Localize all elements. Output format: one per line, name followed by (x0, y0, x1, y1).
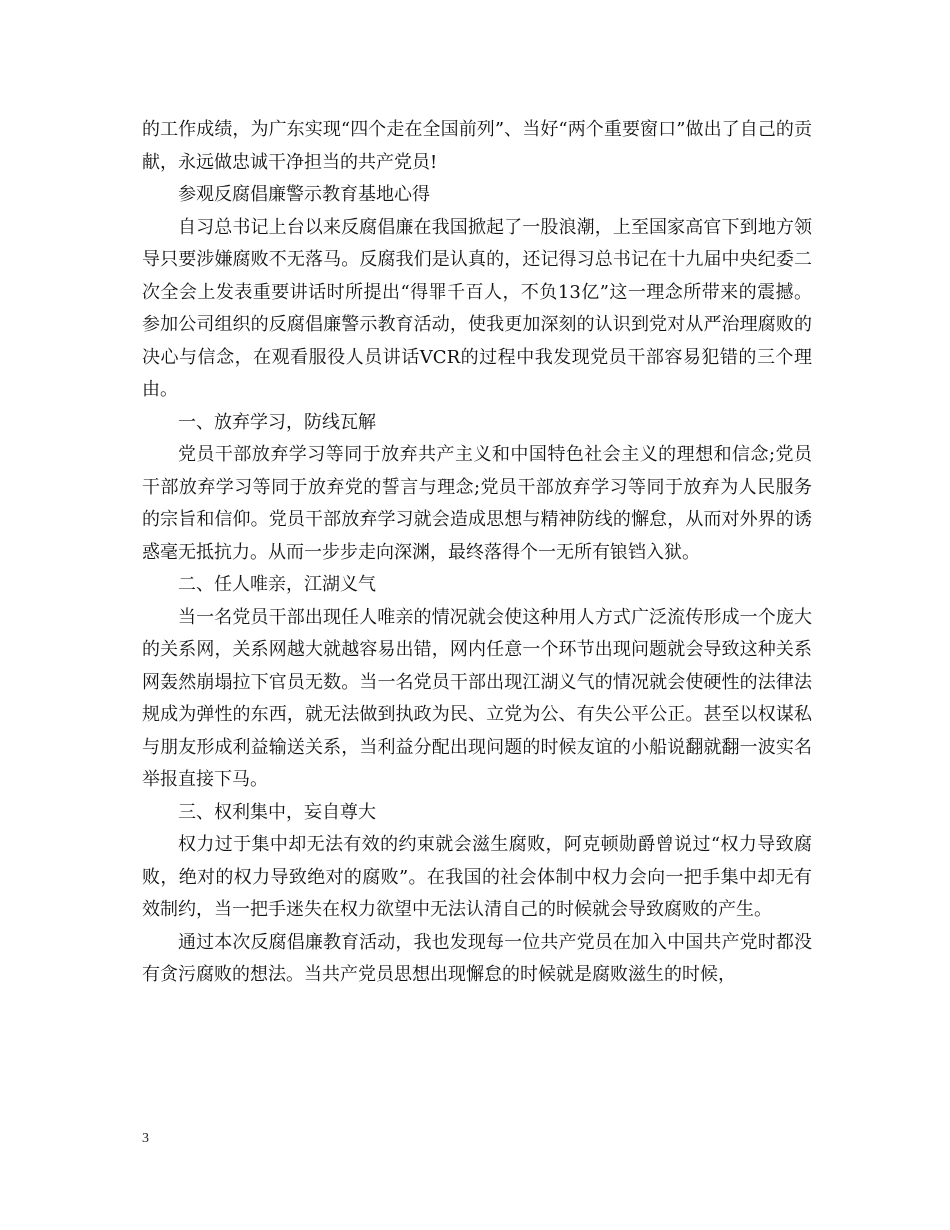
paragraph-continuation: 的工作成绩，为广东实现“四个走在全国前列”、当好“两个重要窗口”做出了自己的贡献，永远做忠诚干净担当的共产党员! (142, 119, 812, 173)
heading-reason-two: 二、任人唯亲，江湖义气 (178, 574, 376, 595)
heading-reason-three: 三、权利集中，妄自尊大 (178, 801, 376, 823)
paragraph-conclusion: 通过本次反腐倡廉教育活动，我也发现每一位共产党员在加入中国共产党时都没有贪污腐败的想法。当共产党员思想出现懈怠的时候就是腐败滋生的时候， (142, 931, 812, 985)
section-title: 参观反腐倡廉警示教育基地心得 (178, 184, 430, 205)
paragraph-reason-one: 党员干部放弃学习等同于放弃共产主义和中国特色社会主义的理想和信念;党员干部放弃学习等同于放弃党的誓言与理念;党员干部放弃学习等同于放弃为人民服务的宗旨和信仰。党员干部放弃学习就会造成思想与精神防线的懈怠，从而对外界的诱惑毫无抵抗力。从而一步步走向深渊，最终落得个一无所有锒铛入狱。 (142, 444, 812, 563)
page-number: 3 (142, 1131, 149, 1146)
paragraph-reason-two: 当一名党员干部出现任人唯亲的情况就会使这种用人方式广泛流传形成一个庞大的关系网，关系网越大就越容易出错，网内任意一个环节出现问题就会导致这种关系网轰然崩塌拉下官员无数。当一名党员干部出现江湖义气的情况就会使硬性的法律法规成为弹性的东西，就无法做到执政为民、立党为公、有失公平公正。甚至以权谋私与朋友形成利益输送关系，当利益分配出现问题的时候友谊的小船说翻就翻一波实名举报直接下马。 (142, 606, 812, 790)
heading-reason-one: 一、放弃学习，防线瓦解 (178, 411, 376, 433)
document-body (142, 114, 812, 992)
paragraph-intro: 自习总书记上台以来反腐倡廉在我国掀起了一股浪潮，上至国家高官下到地方领导只要涉嫌腐败不无落马。反腐我们是认真的，还记得习总书记在十九届中央纪委二次全会上发表重要讲话时所提出“得罪千百人，不负13亿”这一理念所带来的震撼。参加公司组织的反腐倡廉警示教育活动，使我更加深刻的认识到党对从严治理腐败的决心与信念，在观看服役人员讲话VCR的过程中我发现党员干部容易犯错的三个理由。 (142, 216, 812, 400)
paragraph-reason-three: 权力过于集中却无法有效的约束就会滋生腐败，阿克顿勋爵曾说过“权力导致腐败，绝对的权力导致绝对的腐败”。在我国的社会体制中权力会向一把手集中却无有效制约，当一把手迷失在权力欲望中无法认清自己的时候就会导致腐败的产生。 (142, 834, 812, 920)
